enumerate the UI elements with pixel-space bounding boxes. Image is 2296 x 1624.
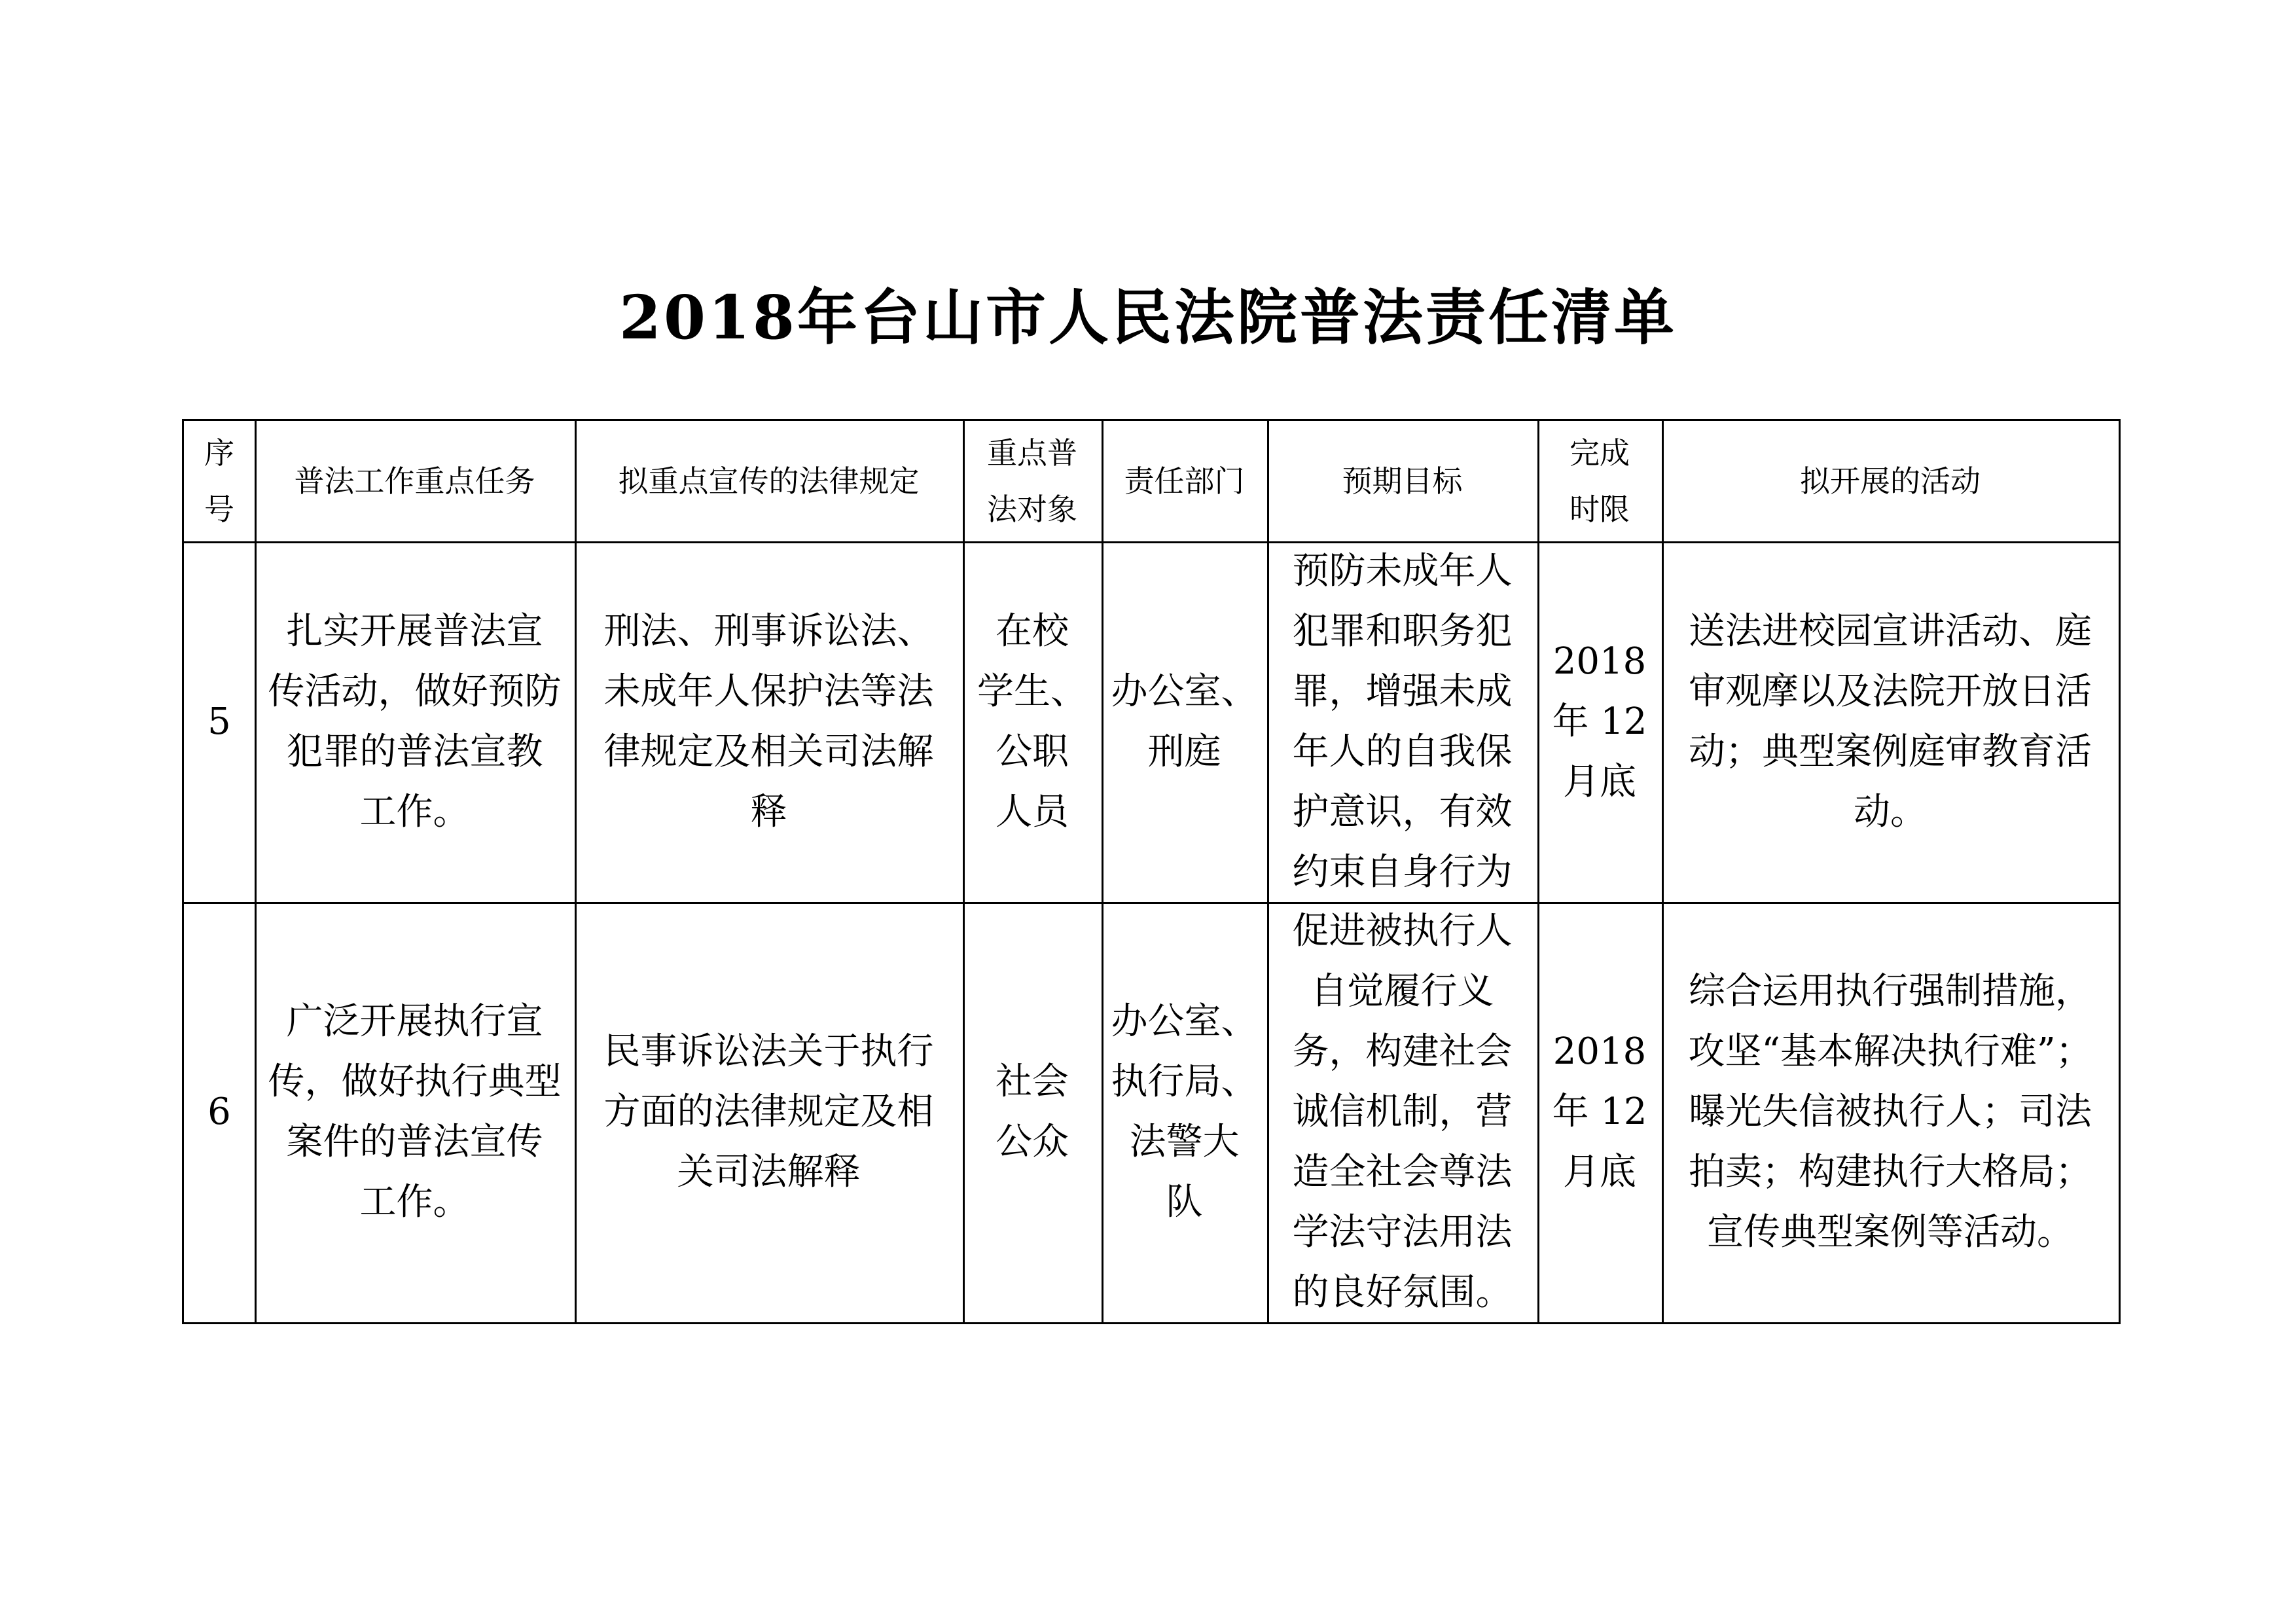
row5-activity: 送法进校园宣讲活动、庭 审观摩以及法院开放日活 动；典型案例庭审教育活 动。: [1689, 609, 2092, 833]
row6-activity: 综合运用执行强制措施， 攻坚“基本解决执行难”； 曝光失信被执行人；司法 拍卖；构建执行大格局； 宣传典型案例等活动。: [1688, 970, 2092, 1254]
responsibility-table: [182, 419, 2121, 1324]
row6-deadline: 2018 年 12 月底: [1552, 1030, 1647, 1193]
page-title: 2018年台山市人民法院普法责任清单: [619, 282, 1677, 353]
row6-law: 民事诉讼法关于执行 方面的法律规定及相 关司法解释: [603, 1030, 934, 1193]
row5-task: 扎实开展普法宣 传活动，做好预防 犯罪的普法宣教 工作。: [268, 609, 562, 833]
row6-seq: 6: [207, 1091, 231, 1133]
header-deadline: 完成 时限: [1570, 435, 1630, 527]
row5-dept: 办公室、 刑庭: [1111, 670, 1258, 773]
row5-deadline: 2018 年 12 月底: [1552, 640, 1647, 803]
header-task: 普法工作重点任务: [294, 463, 535, 499]
row5-target: 在校 学生、 公职 人员: [977, 609, 1087, 833]
row5-law: 刑法、刑事诉讼法、 未成年人保护法等法 律规定及相关司法解 释: [603, 609, 934, 833]
header-law: 拟重点宣传的法律规定: [618, 463, 920, 499]
header-dept: 责任部门: [1124, 463, 1245, 499]
header-activity: 拟开展的活动: [1800, 463, 1981, 499]
row5-goal: 预防未成年人 犯罪和职务犯 罪，增强未成 年人的自我保 护意识，有效 约束自身行为: [1292, 549, 1513, 893]
header-seq: 序 号: [204, 435, 234, 527]
row6-task: 广泛开展执行宣 传，做好执行典型 案件的普法宣传 工作。: [268, 1000, 562, 1223]
row5-seq: 5: [207, 700, 231, 743]
row6-goal: 促进被执行人 自觉履行义 务，构建社会 诚信机制，营 造全社会尊法 学法守法用法 的良好氛围。: [1292, 910, 1513, 1314]
row6-target: 社会 公众: [996, 1060, 1069, 1163]
header-target: 重点普 法对象: [987, 435, 1077, 527]
row6-dept: 办公室、 执行局、 法警大 队: [1111, 1000, 1258, 1223]
header-goal: 预期目标: [1342, 463, 1463, 499]
